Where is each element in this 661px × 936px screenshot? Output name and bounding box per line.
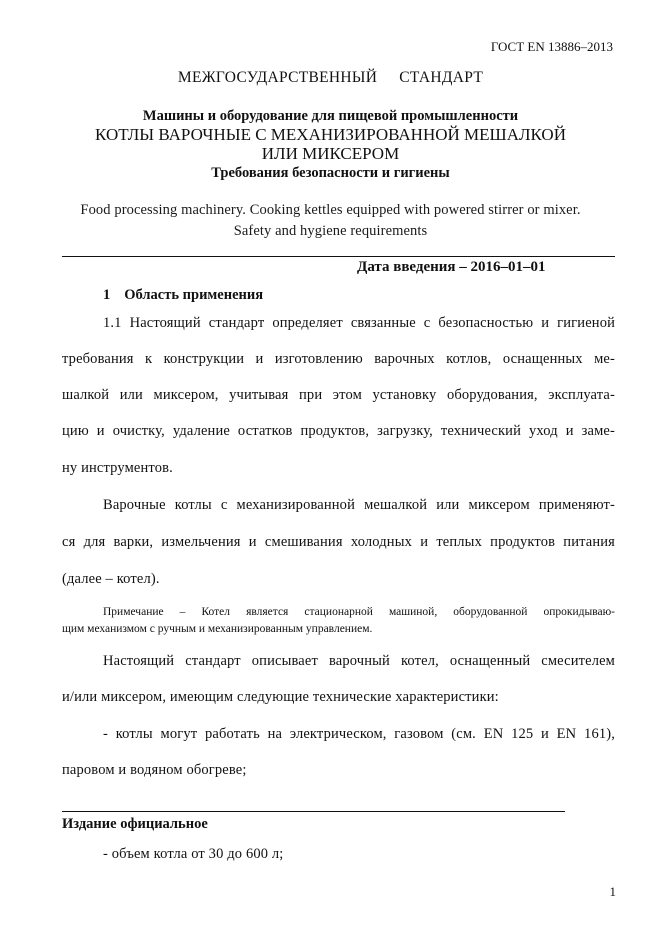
footnote-divider	[62, 811, 565, 812]
paragraph-line: ну инструментов.	[62, 460, 173, 476]
paragraph-line: Настоящий стандарт описывает варочный котел, оснащенный смесителем	[103, 653, 615, 669]
paragraph-line: требования к конструкции и изготовлению варочных котлов, оснащенных ме-	[62, 351, 615, 367]
note-line: Примечание – Котел является стационарной машиной, оборудованной опрокидываю-	[103, 606, 615, 618]
list-item-line: - объем котла от 30 до 600 л;	[103, 846, 284, 862]
section-title: Область применения	[124, 287, 264, 303]
paragraph-line: Варочные котлы с механизированной мешалкой или миксером применяют-	[103, 497, 615, 513]
paragraph-line: и/или миксером, имеющим следующие технические характеристики:	[62, 689, 499, 705]
english-title-line1: Food processing machinery. Cooking kettles equipped with powered stirrer or mixer.	[80, 202, 581, 218]
edition-label: Издание официальное	[62, 816, 208, 832]
standard-type-heading	[0, 69, 661, 87]
list-item-line: паровом и водяном обогреве;	[62, 762, 247, 778]
title-block	[0, 108, 661, 182]
standard-subtitle: Требования безопасности и гигиены	[211, 165, 450, 181]
standard-category: Машины и оборудование для пищевой промышленности	[142, 108, 519, 124]
paragraph-line: ся для варки, измельчения и смешивания холодных и теплых продуктов питания	[62, 534, 615, 550]
standard-title-line1: КОТЛЫ ВАРОЧНЫЕ С МЕХАНИЗИРОВАННОЙ МЕШАЛКОЙ	[95, 125, 566, 144]
standard-type-part2: СТАНДАРТ	[399, 69, 484, 86]
english-title	[0, 200, 661, 242]
paragraph-line: (далее – котел).	[62, 571, 160, 587]
section-heading	[103, 287, 263, 304]
paragraph-line: цию и очистку, удаление остатков продуктов, загрузку, технический уход и заме-	[62, 423, 615, 439]
standard-title-line2: ИЛИ МИКСЕРОМ	[261, 144, 400, 163]
top-divider	[62, 256, 615, 257]
paragraph-line: 1.1 Настоящий стандарт определяет связанные с безопасностью и гигиеной	[103, 315, 615, 331]
date-of-introduction: Дата введения – 2016–01–01	[357, 259, 546, 275]
list-item-line: - котлы могут работать на электрическом, газовом (см. EN 125 и EN 161),	[103, 726, 615, 742]
note-line: щим механизмом с ручным и механизированным управлением.	[62, 623, 373, 635]
paragraph-line: шалкой или миксером, учитывая при этом установку оборудования, эксплуата-	[62, 387, 615, 403]
section-number: 1	[103, 287, 111, 303]
page-number: 1	[609, 884, 616, 899]
english-title-line2: Safety and hygiene requirements	[233, 223, 428, 239]
document-code: ГОСТ EN 13886–2013	[490, 39, 613, 54]
standard-type-part1: МЕЖГОСУДАРСТВЕННЫЙ	[177, 69, 378, 86]
